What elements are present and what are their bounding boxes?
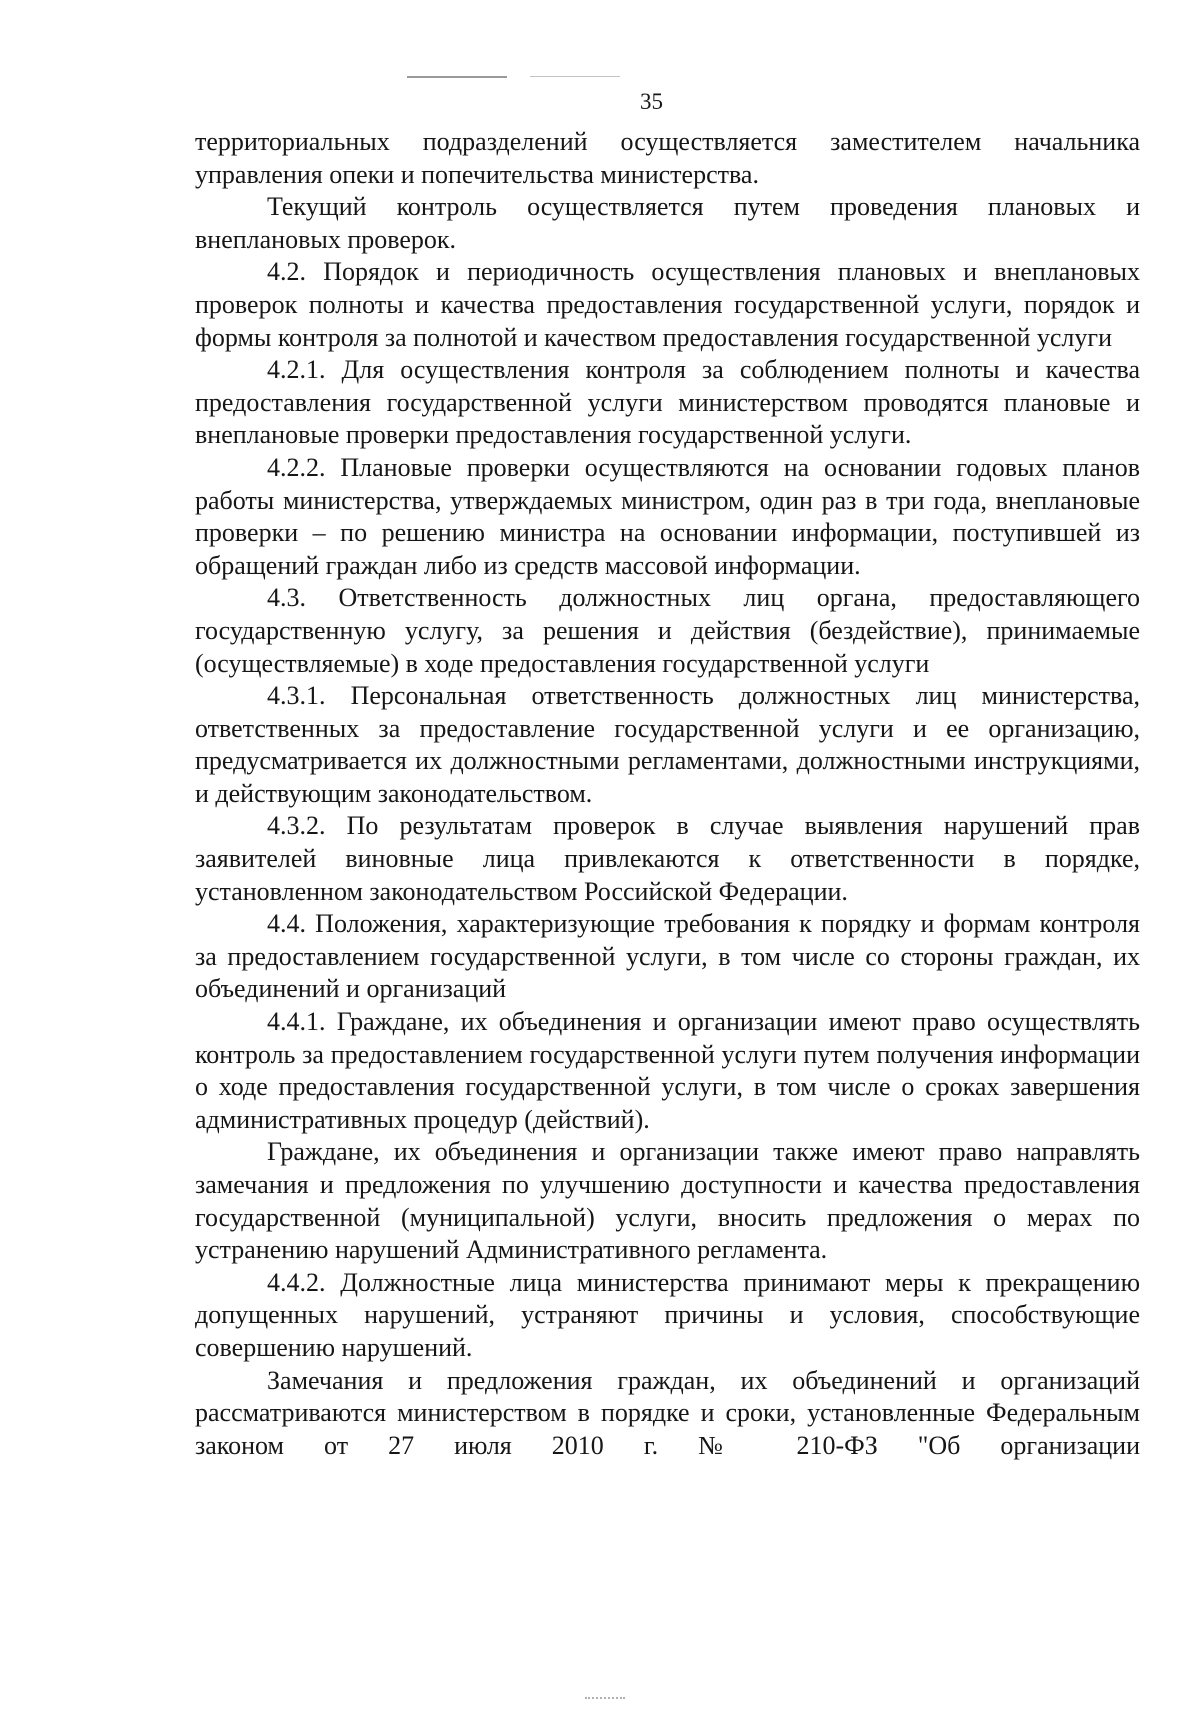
paragraph: 4.3.2. По результатам проверок в случае выявления нарушений прав заявителей виновные лица привлекаются к ответственности в порядке, установленном законодательством Российской Федерации. <box>195 811 1140 906</box>
scan-artifact <box>530 76 620 77</box>
scan-artifact <box>407 76 507 78</box>
paragraph: территориальных подразделений осуществляется заместителем начальника управления опеки и попечительства министерства. <box>195 127 1140 189</box>
section-heading: 4.3. Ответственность должностных лиц органа, предоставляющего государственную услугу, за решения и действия (бездействие), принимаемые (осуществляемые) в ходе предоставления государственной услуги <box>195 583 1140 678</box>
page-number: 35 <box>640 89 663 114</box>
document-body <box>195 126 1140 1462</box>
paragraph: 4.2.1. Для осуществления контроля за соблюдением полноты и качества предоставления государственной услуги министерством проводятся плановые и внеплановые проверки предоставления государственной услуги. <box>195 355 1140 450</box>
paragraph: Граждане, их объединения и организации также имеют право направлять замечания и предложения по улучшению доступности и качества предоставления государственной (муниципальной) услуги, вносить предложения о мерах по устранению нарушений Административного регламента. <box>195 1137 1140 1265</box>
paragraph: Текущий контроль осуществляется путем проведения плановых и внеплановых проверок. <box>195 192 1140 254</box>
paragraph: 4.4.1. Граждане, их объединения и организации имеют право осуществлять контроль за предоставлением государственной услуги путем получения информации о ходе предоставления государственной услуги, в том числе о сроках завершения административных процедур (действий). <box>195 1007 1140 1134</box>
section-heading: 4.4. Положения, характеризующие требования к порядку и формам контроля за предоставлением государственной услуги, в том числе со стороны граждан, их объединений и организаций <box>195 909 1140 1004</box>
paragraph: 4.3.1. Персональная ответственность должностных лиц министерства, ответственных за предоставление государственной услуги и ее организацию, предусматривается их должностными регламентами, должностными инструкциями, и действующим законодательством. <box>195 681 1140 808</box>
scan-artifact <box>585 1697 625 1701</box>
paragraph: 4.2.2. Плановые проверки осуществляются на основании годовых планов работы министерства, утверждаемых министром, один раз в три года, внеплановые проверки – по решению министра на основании информации, поступившей из обращений граждан либо из средств массовой информации. <box>195 452 1140 580</box>
paragraph: 4.4.2. Должностные лица министерства принимают меры к прекращению допущенных нарушений, устраняют причины и условия, способствующие совершению нарушений. <box>195 1267 1140 1362</box>
section-heading: 4.2. Порядок и периодичность осуществления плановых и внеплановых проверок полноты и качества предоставления государственной услуги, порядок и формы контроля за полнотой и качеством предоставления государственной услуги <box>195 257 1140 352</box>
paragraph: Замечания и предложения граждан, их объединений и организаций рассматриваются министерством в порядке и сроки, установленные Федеральным законом от 27 июля 2010 г. № 210-ФЗ "Об организации <box>195 1365 1140 1460</box>
